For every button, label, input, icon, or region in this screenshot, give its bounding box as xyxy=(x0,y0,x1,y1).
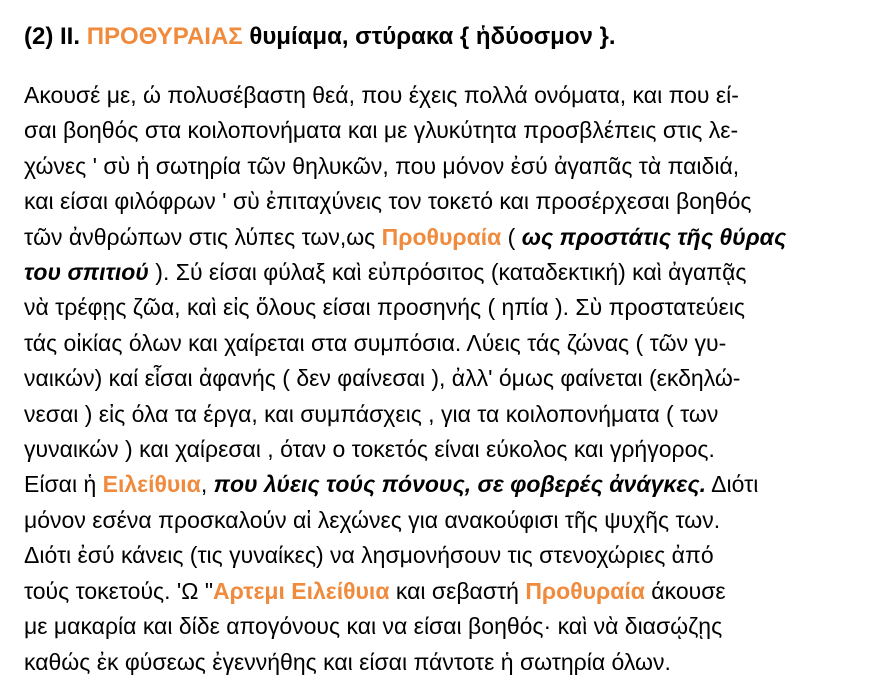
text-line xyxy=(24,574,874,609)
hymn-offering: θυμίαμα, στύρακα { ἡδύοσμον }. xyxy=(249,23,616,50)
text-segment: Διότι xyxy=(706,471,759,498)
emphasized-phrase: ως προστάτις τῆς θύρας xyxy=(521,223,787,250)
emphasized-phrase: που λύεις τούς πόνους, σε φοβερές ἀνάγκες. xyxy=(213,471,707,498)
text-line xyxy=(24,78,874,113)
text-line xyxy=(24,184,874,219)
text-line xyxy=(24,467,874,502)
text-segment: Διότι ἐσύ κάνεις (τις γυναίκες) να λησμονήσουν τις στενοχώριες ἀπό xyxy=(24,542,714,569)
text-segment: τάς οἰκίας όλων και χαίρεται στα συμπόσια. Λύεις τάς ζώνας ( τῶν γυ- xyxy=(24,329,727,356)
text-segment: άκουσε xyxy=(644,577,726,604)
text-line xyxy=(24,255,874,290)
text-line xyxy=(24,149,874,184)
text-line xyxy=(24,609,874,644)
text-segment: σαι βοηθός στα κοιλοπονήματα και με γλυκύτητα προσβλέπεις στις λε- xyxy=(24,117,739,144)
text-line xyxy=(24,397,874,432)
hymn-roman-numeral: II. xyxy=(60,23,81,50)
highlighted-name: Αρτεμι Ειλείθυια xyxy=(213,577,390,604)
text-segment: χώνες ' σὺ ἡ σωτηρία τῶν θηλυκῶν, που μόνον ἐσύ ἀγαπᾶς τὰ παιδιά, xyxy=(24,152,740,179)
text-segment: γυναικών ) και χαίρεσαι , όταν ο τοκετός είναι εύκολος και γρήγορος. xyxy=(24,436,715,463)
text-segment: και είσαι φιλόφρων ' σὺ ἐπιταχύνεις τον τοκετό και προσέρχεσαι βοηθός xyxy=(24,188,752,215)
highlighted-name: Προθυραία xyxy=(381,223,502,250)
hymn-body xyxy=(24,78,874,680)
text-line xyxy=(24,361,874,396)
emphasized-phrase: του σπιτιού xyxy=(24,259,149,286)
highlighted-name: Προθυραία xyxy=(525,577,645,604)
text-segment: καθώς ἐκ φύσεως ἐγεννήθης και είσαι πάντοτε ἡ σωτηρία όλων. xyxy=(24,648,671,675)
text-segment: ( xyxy=(501,223,522,250)
text-segment: τῶν ἀνθρώπων στις λύπες των,ως xyxy=(24,223,382,250)
text-line xyxy=(24,503,874,538)
hymn-number: (2) xyxy=(24,23,54,50)
hymn-title: ΠΡΟΘΥΡΑΙΑΣ xyxy=(86,23,243,50)
text-segment: ). Σύ είσαι φύλαξ καὶ εὐπρόσιτος (καταδεκτική) καὶ ἀγαπᾷς xyxy=(148,259,747,286)
text-segment: Ακουσέ με, ώ πολυσέβαστη θεά, που έχεις πολλά ονόματα, και που εί- xyxy=(24,82,739,108)
text-line xyxy=(24,645,874,680)
text-segment: Είσαι ἡ xyxy=(24,471,103,498)
text-segment: μόνον εσένα προσκαλούν αἱ λεχώνες για ανακούφισι τῆς ψυχῆς των. xyxy=(24,506,721,533)
text-line xyxy=(24,432,874,467)
text-segment: νεσαι ) εἰς όλα τα έργα, και συμπάσχεις , για τα κοιλοπονήματα ( των xyxy=(24,400,719,427)
text-segment: , xyxy=(200,471,214,498)
hymn-heading xyxy=(24,22,616,52)
highlighted-name: Ειλείθυια xyxy=(102,471,201,498)
text-segment: τούς τοκετούς. 'Ω " xyxy=(24,577,214,604)
text-segment: με μακαρία και δίδε απογόνους και να είσαι βοηθός· καὶ νὰ διασῴζῃς xyxy=(24,613,723,640)
text-line xyxy=(24,290,874,325)
text-segment: νὰ τρέφῃς ζῶα, καὶ εἰς ὅλους είσαι προσηνής ( ηπία ). Σὺ προστατεύεις xyxy=(24,294,745,321)
text-line xyxy=(24,113,874,148)
text-line xyxy=(24,538,874,573)
text-segment: και σεβαστή xyxy=(389,577,526,604)
text-line xyxy=(24,220,874,255)
text-line xyxy=(24,326,874,361)
text-segment: ναικών) καί εἶσαι ἀφανής ( δεν φαίνεσαι ), ἀλλ' όμως φαίνεται (εκδηλώ- xyxy=(24,365,741,392)
